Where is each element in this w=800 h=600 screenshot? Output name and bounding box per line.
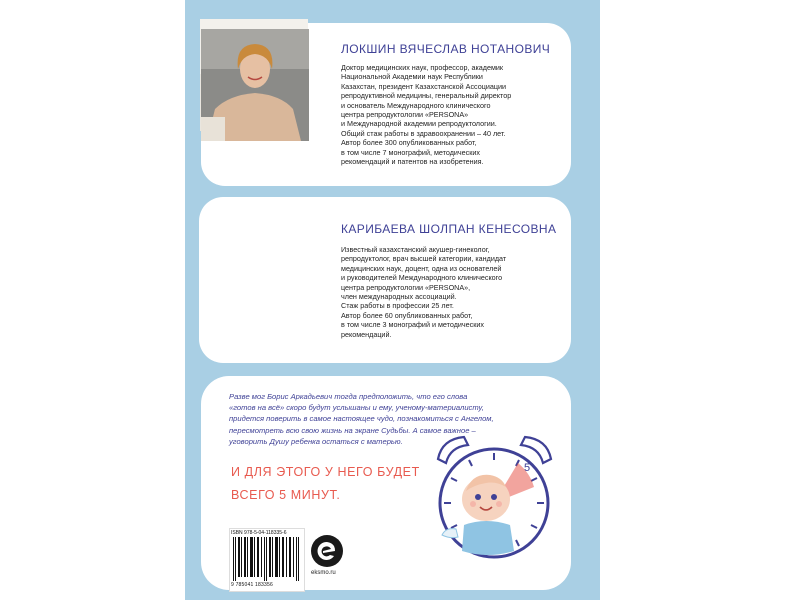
author-name-karibaeva: КАРИБАЕВА ШОЛПАН КЕНЕСОВНА xyxy=(341,222,557,236)
bio-line: в том числе 3 монографий и методических xyxy=(341,320,485,330)
bio-line: Казахстан, президент Казахстанской Ассоциации xyxy=(341,81,507,91)
bio-line: Национальной Академии наук Республики xyxy=(341,72,483,82)
quote-line: Разве мог Борис Аркадьевич тогда предположить, что его слова xyxy=(229,392,468,401)
promo-line: ВСЕГО 5 МИНУТ. xyxy=(231,488,341,502)
bio-line: центра репродуктологии «PERSONA», xyxy=(341,282,471,292)
publisher-site: eksmo.ru xyxy=(311,570,336,576)
bio-line: рекомендаций. xyxy=(341,329,392,339)
bio-line: Автор более 60 опубликованных работ, xyxy=(341,310,473,320)
isbn-text: ISBN 978-5-04-118335-6 xyxy=(231,530,287,536)
quote-line: пересмотреть всю свою жизнь на экране Судьбы. А самое важное – xyxy=(229,425,476,435)
promo-line: И ДЛЯ ЭТОГО У НЕГО БУДЕТ xyxy=(231,465,420,479)
bio-line: и основатель Международного клинического xyxy=(341,100,491,110)
author-bio-lokshin xyxy=(341,63,551,166)
book-back-cover xyxy=(185,0,600,600)
bio-line: репродуктолог, врач высшей категории, кандидат xyxy=(341,254,507,264)
promo-text xyxy=(231,461,420,507)
bio-line: и руководителей Международного клинического xyxy=(341,273,503,283)
baby-wing-icon xyxy=(442,529,458,538)
bio-line: центра репродуктологии «PERSONA» xyxy=(341,110,469,120)
bio-line: член международных ассоциаций. xyxy=(341,292,457,302)
quote-line: придется поверить в самое настоящее чудо, познакомиться с Ангелом, xyxy=(229,414,494,424)
quote-line: уговорить Душу ребенка остаться с матерью. xyxy=(229,436,403,446)
bio-line: Известный казахстанский акушер-гинеколог, xyxy=(341,245,490,254)
bio-line: Автор более 300 опубликованных работ, xyxy=(341,138,477,148)
barcode-bars-icon xyxy=(231,537,303,581)
isbn-barcode xyxy=(229,528,305,592)
author-name-lokshin: ЛОКШИН ВЯЧЕСЛАВ НОТАНОВИЧ xyxy=(341,42,551,56)
alarm-clock-illustration xyxy=(432,433,557,563)
bio-line: рекомендаций и патентов на изобретения. xyxy=(341,157,484,167)
bio-line: Общий стаж работы в здравоохранении – 40 лет. xyxy=(341,128,506,138)
author-photo-karibaeva xyxy=(201,29,309,141)
quote-line: «готов на всё» скоро будут услышаны и ему, ученому-материалисту, xyxy=(229,403,484,413)
eksmo-logo-icon xyxy=(310,534,344,568)
bio-line: Стаж работы в профессии 25 лет. xyxy=(341,301,454,311)
bio-line: Доктор медицинских наук, профессор, академик xyxy=(341,63,504,72)
clock-number-five: 5 xyxy=(524,462,531,474)
barcode-digits: 9 785041 183356 xyxy=(231,582,273,588)
bio-line: медицинских наук, доцент, одна из основателей xyxy=(341,263,502,273)
bio-line: и Международной академии репродуктологии. xyxy=(341,119,497,129)
author-bio-karibaeva xyxy=(341,245,551,339)
bio-line: в том числе 7 монографий, методических xyxy=(341,147,481,157)
baby-body-icon xyxy=(462,521,514,555)
bio-line: репродуктивной медицины, генеральный директор xyxy=(341,91,512,101)
